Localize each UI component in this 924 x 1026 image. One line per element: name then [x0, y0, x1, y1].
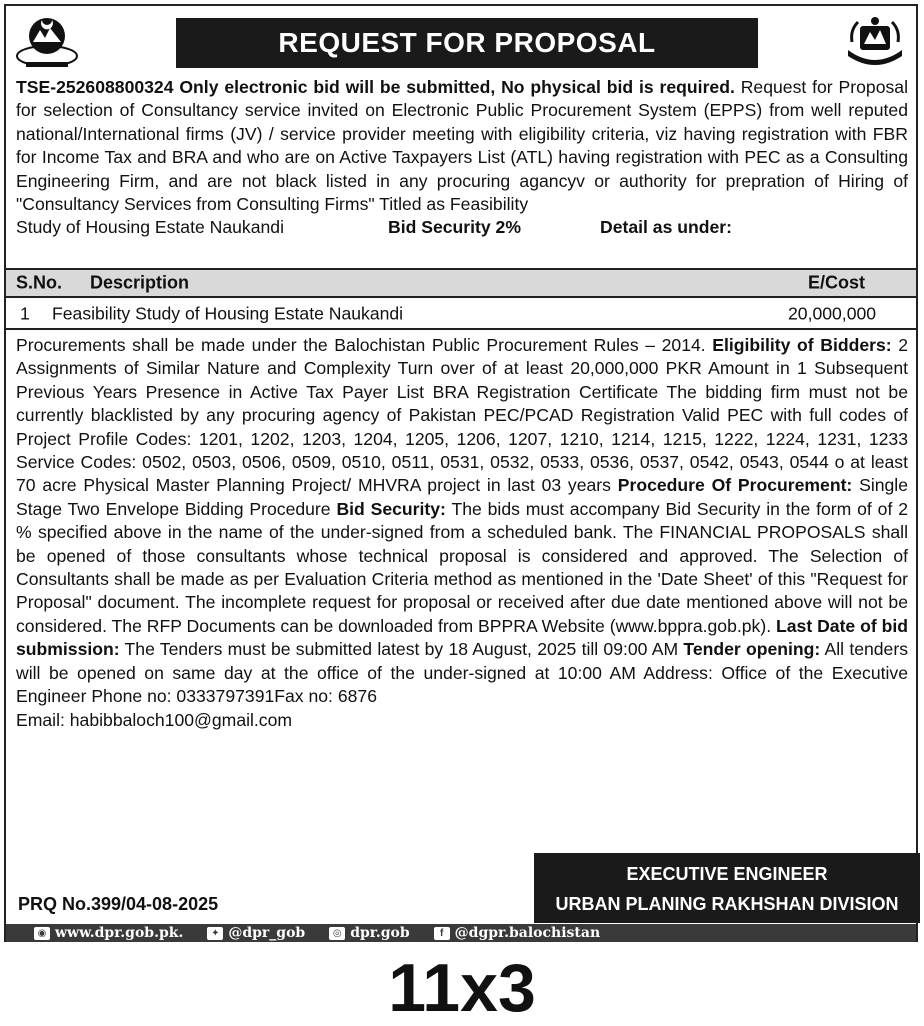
- body-text-4: The bids must accompany Bid Security in the form of of 2 % specified above in the name of the under-signed from a scheduled bank. The FINANCIAL PROPOSALS shall be opened of those consultants whose technical proposal is considered and approved. The Selection of Consultants shall be made as per Evaluation Criteria method as mentioned in the 'Date Sheet' of this "Request for Proposal" document. The incomplete request for proposal or received after due date mentioned above will not be considered. The RFP Documents can be downloaded from BPPRA Website (www.bppra.gob.pk).: [16, 498, 908, 636]
- twitter-icon: ✦: [207, 927, 223, 940]
- body-text-3: Single Stage Two Envelope Bidding Procedure: [16, 475, 908, 519]
- advertisement-frame: [4, 4, 918, 942]
- instagram-handle: dpr.gob: [350, 925, 410, 941]
- intro-text: Request for Proposal for selection of Consultancy service invited on Electronic Public Procurement System (EPPS) from well reputed national/International firms (JV) / service provider meeting with eligibility criteria, viz having registration with FBR for Income Tax and BRA and who are on Active Taxpayers List (ATL) having registration with PEC as a Consulting Engineering Firm, and are not black listed in any procuring agancyv or authority for prepration of Hiring of "Consultancy Services from Consulting Firms" Titled as Feasibility: [16, 77, 908, 215]
- tender-opening-heading: Tender opening:: [683, 639, 821, 660]
- footer-twitter: [207, 925, 305, 941]
- eligibility-heading: Eligibility of Bidders:: [712, 335, 892, 355]
- column-header-sno: S.No.: [16, 272, 63, 293]
- signatory-title: EXECUTIVE ENGINEER: [626, 864, 828, 884]
- page-title: REQUEST FOR PROPOSAL: [176, 18, 758, 68]
- project-title: Study of Housing Estate Naukandi: [16, 217, 284, 238]
- twitter-handle: @dpr_gob: [228, 925, 306, 941]
- contact-email: Email: habibbaloch100@gmail.com: [16, 709, 293, 730]
- tender-id-statement: TSE-252608800324 Only electronic bid will be submitted, No physical bid is required.: [16, 77, 735, 97]
- facebook-handle: @dgpr.balochistan: [454, 925, 601, 941]
- ad-size-label: 11x3: [388, 950, 536, 1026]
- department-emblem-logo: [840, 12, 910, 72]
- balochistan-emblem-logo: [12, 12, 82, 72]
- body-text-1: Procurements shall be made under the Balochistan Public Procurement Rules – 2014.: [16, 335, 713, 355]
- column-header-description: Description: [90, 272, 190, 293]
- cell-cost: 20,000,000: [788, 303, 877, 324]
- signatory-division: URBAN PLANING RAKHSHAN DIVISION: [555, 894, 899, 914]
- footer-facebook: [434, 925, 600, 941]
- signature-block: [534, 853, 920, 923]
- intro-paragraph: [16, 76, 908, 240]
- table-row: [6, 300, 916, 330]
- globe-icon: ◉: [34, 927, 50, 940]
- detail-line: [16, 216, 908, 239]
- table-header: [6, 268, 916, 298]
- cell-description: Feasibility Study of Housing Estate Naukandi: [52, 303, 404, 324]
- procedure-heading: Procedure Of Procurement:: [617, 475, 853, 496]
- body-text-5: The Tenders must be submitted latest by 18 August, 2025 till 09:00 AM: [119, 639, 684, 660]
- prq-number: PRQ No.399/04-08-2025: [18, 894, 219, 914]
- cell-sno: 1: [20, 303, 30, 324]
- last-date-heading: Last Date of bid submission:: [16, 615, 908, 660]
- footer-website: [34, 925, 183, 941]
- body-text-6: All tenders will be opened on same day at the office of the under-signed at 10:00 AM Address: Office of the Executive Engineer Phone no: 0333797391Fax no: 6876: [16, 639, 909, 707]
- terms-paragraph: [16, 334, 908, 732]
- facebook-icon: f: [434, 927, 450, 940]
- bid-security-label: Bid Security:: [336, 498, 446, 519]
- bid-security-heading: Bid Security 2%: [388, 217, 521, 238]
- body-text-2: 2 Assignments of Similar Nature and Complexity Turn over of at least 20,000,000 PKR Amount in 1 Subsequent Previous Years Presence in Active Tax Payer List BRA Registration Certificate The bidding firm must not be currently blacklisted by any procuring agency of Pakistan PEC/PCAD Registration Valid PEC with full codes of Project Profile Codes: 1201, 1202, 1203, 1204, 1205, 1206, 1207, 1210, 1214, 1215, 1222, 1224, 1231, 1233 Service Codes: 0502, 0503, 0506, 0509, 0510, 0511, 0531, 0532, 0533, 0536, 0537, 0542, 0543, 0544 o at least 70 acre Physical Master Planning Project/ MHVRA project in last 03 years: [16, 335, 908, 496]
- footer-instagram: [329, 925, 409, 941]
- detail-heading: Detail as under:: [600, 217, 732, 238]
- footer-social-bar: [6, 924, 916, 942]
- website-text: www.dpr.gob.pk.: [55, 925, 184, 941]
- instagram-icon: ◎: [329, 927, 345, 940]
- column-header-cost: E/Cost: [808, 272, 866, 293]
